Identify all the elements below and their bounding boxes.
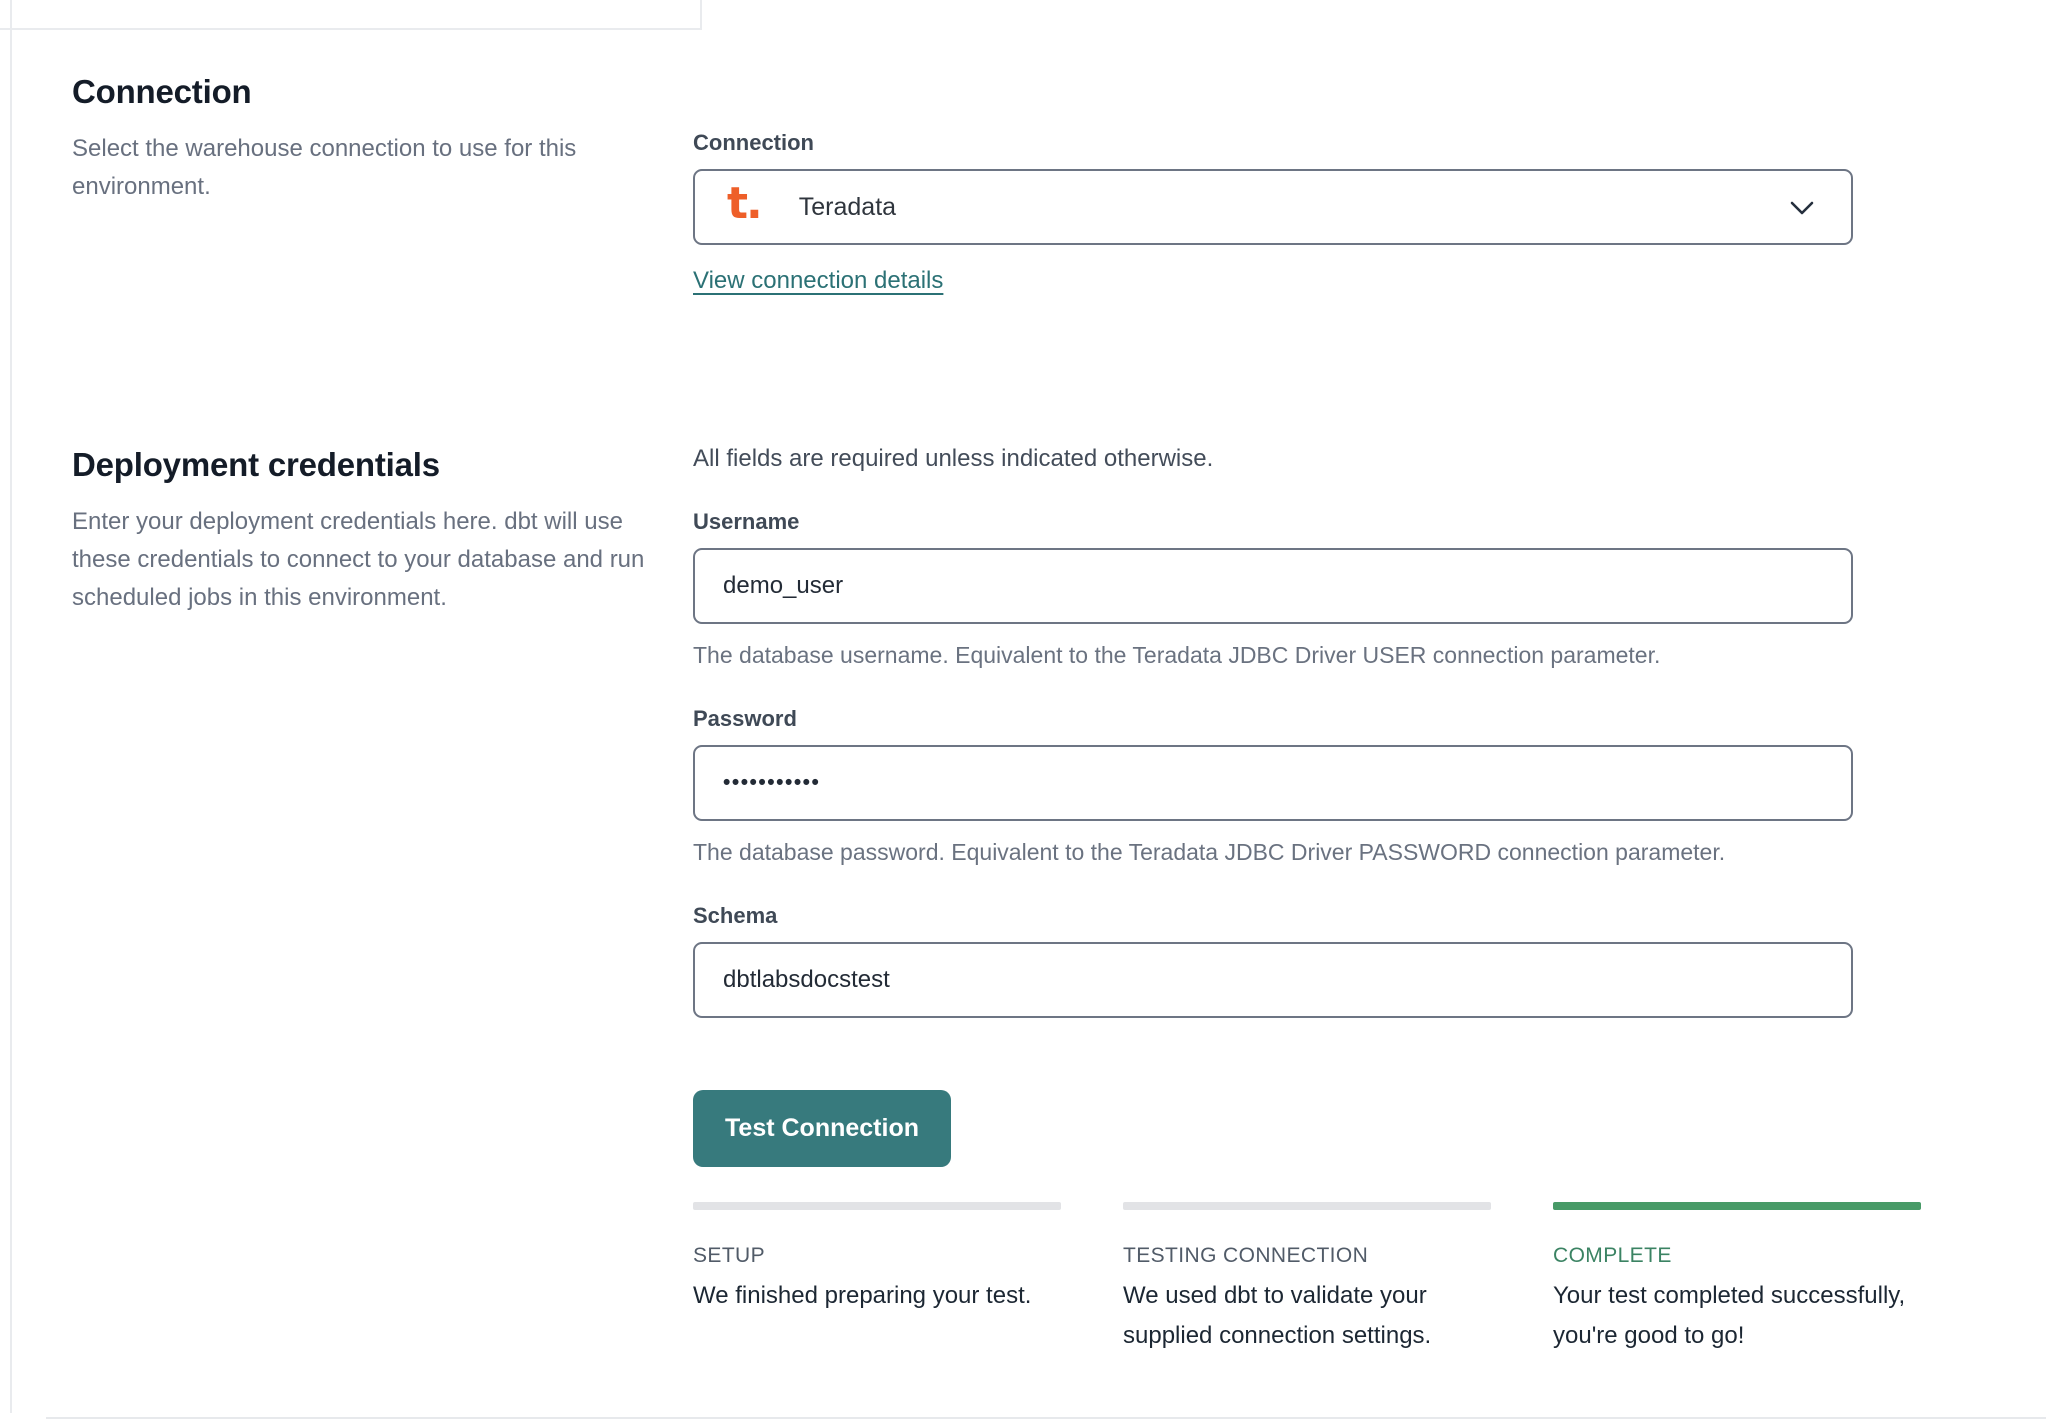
deployment-credentials-section [0,445,2046,1356]
progress-step-testing-connection [1123,1202,1491,1356]
connection-test-progress [693,1202,1921,1356]
connection-section-title: Connection [72,73,252,110]
schema-field-group [693,903,1921,1018]
progress-step-setup-label: SETUP [693,1244,766,1267]
view-connection-details-link[interactable]: View connection details [693,267,944,294]
progress-step-testing-connection-label: TESTING CONNECTION [1123,1244,1369,1267]
schema-input[interactable] [693,942,1853,1018]
username-input[interactable] [693,548,1853,624]
username-label: Username [693,509,800,534]
progress-step-complete-description: Your test completed successfully, you're good to go! [1553,1282,1906,1349]
chevron-down-icon [1789,199,1815,217]
credentials-section-title: Deployment credentials [72,446,440,483]
username-field-group [693,509,1921,670]
connection-field-label: Connection [693,130,814,155]
progress-bar-testing-connection [1123,1202,1491,1210]
username-helper-text: The database username. Equivalent to the Teradata JDBC Driver USER connection parameter. [693,642,1661,668]
connection-selected-value: Teradata [798,192,897,221]
progress-step-complete [1553,1202,1921,1356]
panel-top-border-corner [700,0,702,30]
panel-top-border [0,28,700,30]
progress-bar-setup [693,1202,1061,1210]
password-label: Password [693,706,797,731]
progress-bar-complete [1553,1202,1921,1210]
test-connection-button[interactable]: Test Connection [693,1090,951,1167]
password-helper-text: The database password. Equivalent to the Teradata JDBC Driver PASSWORD connection parameter. [693,839,1726,865]
required-fields-note: All fields are required unless indicated otherwise. [693,445,1214,472]
progress-step-setup [693,1202,1061,1356]
teradata-logo-icon: t. [727,178,761,229]
connection-select[interactable] [693,169,1853,245]
panel-left-border [10,0,12,1413]
connection-section [0,0,2046,295]
progress-step-setup-description: We finished preparing your test. [693,1282,1032,1309]
credentials-section-description: Enter your deployment credentials here. dbt will use these credentials to connect to your database and run scheduled jobs in this environment. [72,508,645,611]
connection-section-description: Select the warehouse connection to use for this environment. [72,135,577,200]
progress-step-testing-connection-description: We used dbt to validate your supplied connection settings. [1123,1282,1432,1349]
schema-label: Schema [693,903,778,928]
password-field-group [693,706,1921,867]
password-input[interactable] [693,745,1853,821]
panel-bottom-border [46,1417,2046,1419]
progress-step-complete-label: COMPLETE [1553,1244,1672,1267]
